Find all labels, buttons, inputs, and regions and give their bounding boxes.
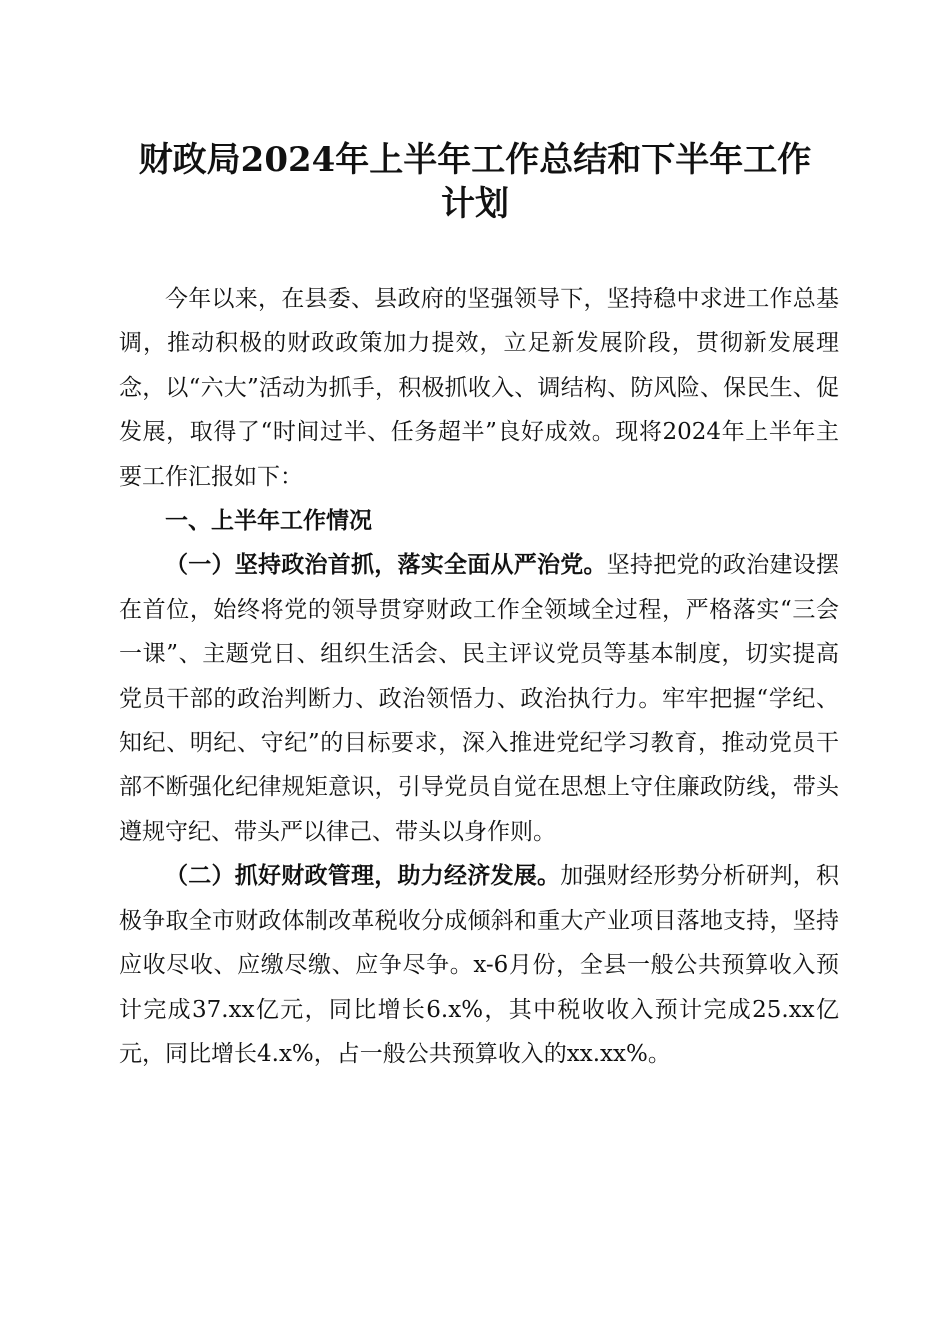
intro-paragraph: 今年以来，在县委、县政府的坚强领导下，坚持稳中求进工作总基调，推动积极的财政政策加力提效，立足新发展阶段，贯彻新发展理念，以“六大”活动为抓手，积极抓收入、调结构、防风险、保民生、促发展，取得了“时间过半、任务超半”良好成效。现将2024年上半年主要工作汇报如下： [119, 286, 839, 490]
title-line-1: 财政局2024年上半年工作总结和下半年工作 [138, 140, 812, 180]
item-2-paragraph [119, 854, 839, 1076]
item-1-body: 坚持把党的政治建设摆在首位，始终将党的领导贯穿财政工作全领域全过程，严格落实“三会一课”、主题党日、组织生活会、民主评议党员等基本制度，切实提高党员干部的政治判断力、政治领悟力、政治执行力。牢牢把握“学纪、知纪、明纪、守纪”的目标要求，深入推进党纪学习教育，推动党员干部不断强化纪律规矩意识，引导党员自觉在思想上守住廉政防线，带头遵规守纪、带头严以律己、带头以身作则。 [119, 552, 839, 845]
item-2-body: 加强财经形势分析研判，积极争取全市财政体制改革税收分成倾斜和重大产业项目落地支持，坚持应收尽收、应缴尽缴、应争尽争。x-6月份，全县一般公共预算收入预计完成37.xx亿元，同比增长6.x%，其中税收收入预计完成25.xx亿元，同比增长4.x%，占一般公共预算收入的xx.xx%。 [119, 863, 839, 1067]
item-1-paragraph [119, 543, 839, 854]
document-body [119, 277, 839, 1076]
item-1-lead: （一）坚持政治首抓，落实全面从严治党。 [165, 552, 607, 579]
document-title [110, 138, 840, 226]
title-line-2: 计划 [441, 184, 509, 224]
section-heading: 一、上半年工作情况 [165, 508, 372, 535]
item-2-lead: （二）抓好财政管理，助力经济发展。 [165, 863, 561, 890]
